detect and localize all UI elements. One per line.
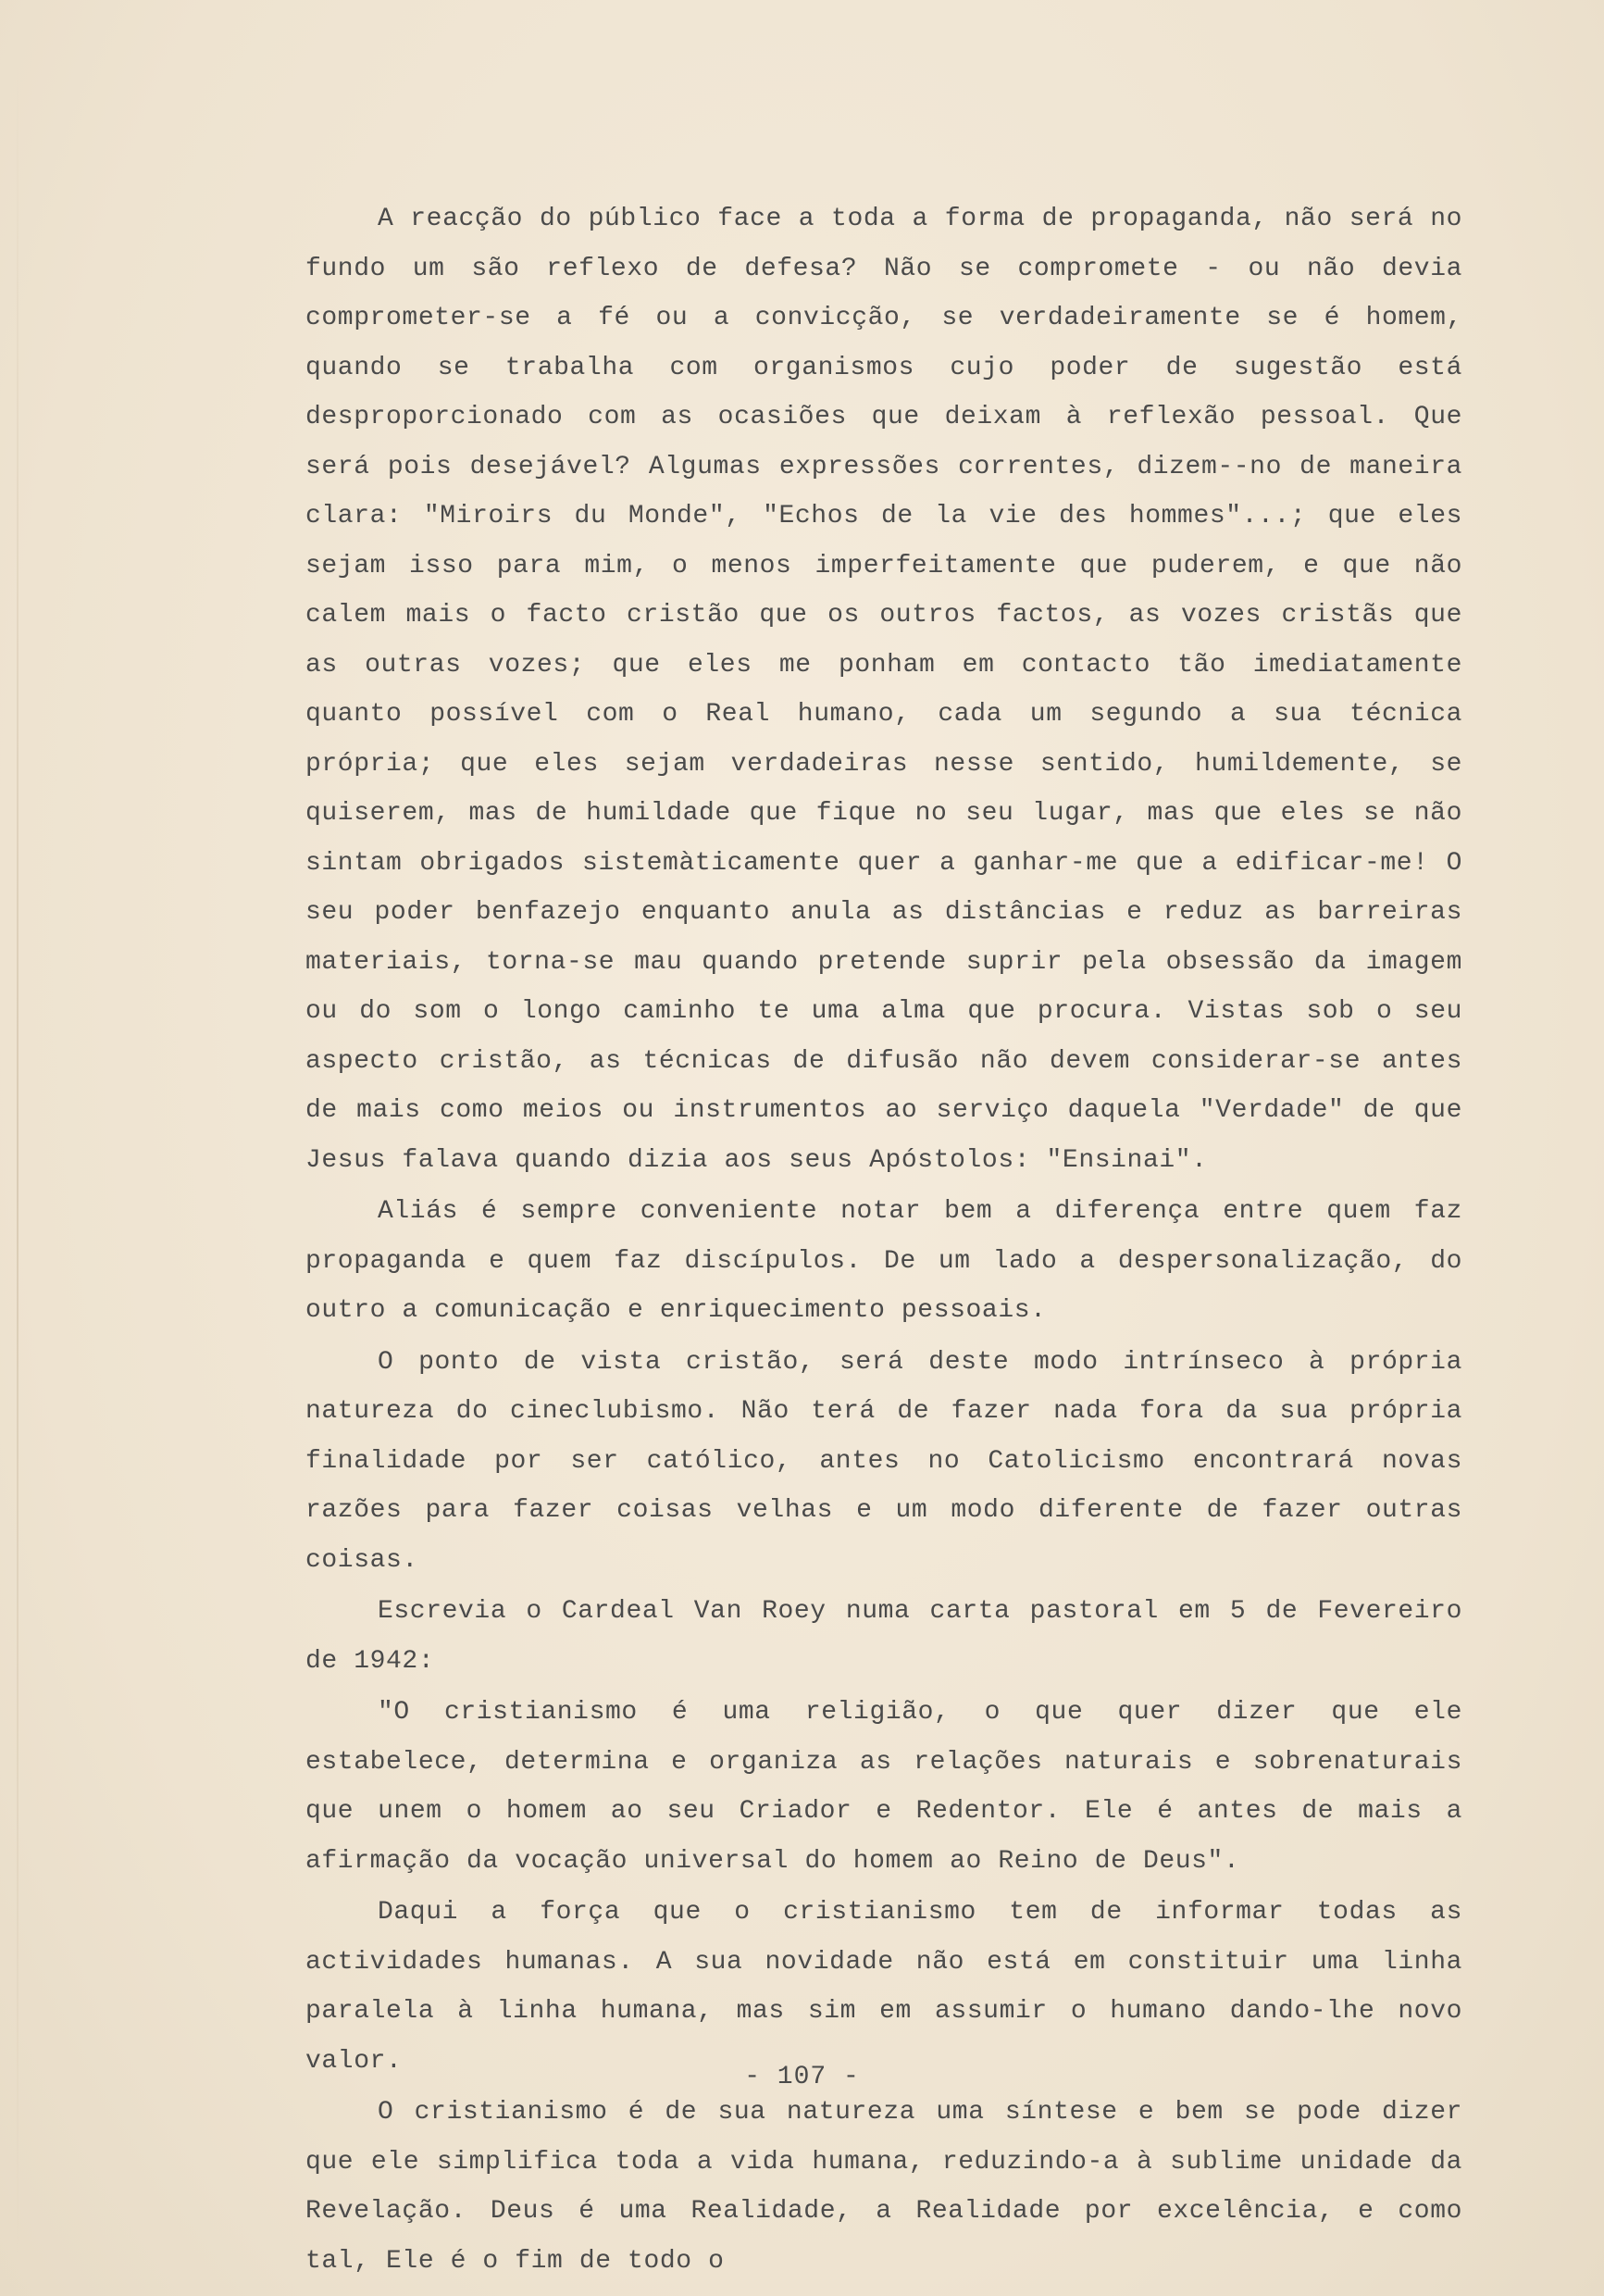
- paragraph-forca-cristianismo: Daqui a força que o cristianismo tem de informar todas as actividades humanas. A sua novidade não está em constituir uma linha paralela à linha humana, mas sim em assumir o humano dando-lhe novo valor.: [305, 1898, 1462, 2076]
- paragraph-quotation: "O cristianismo é uma religião, o que quer dizer que ele estabelece, determina e organiza as relações naturais e sobrenaturais que unem o homem ao seu Criador e Redentor. Ele é antes de mais a afirmação da vocação universal do homem ao Reino de Deus".: [305, 1698, 1462, 1876]
- paragraph-cardeal-intro: Escrevia o Cardeal Van Roey numa carta pastoral em 5 de Fevereiro de 1942:: [305, 1597, 1462, 1676]
- body-text: [305, 194, 1462, 2286]
- paragraph-sintese: O cristianismo é de sua natureza uma síntese e bem se pode dizer que ele simplifica toda a vida humana, reduzindo-a à sublime unidade da Revelação. Deus é uma Realidade, a Realidade por excelência, e como tal, Ele é o fim de todo o: [305, 2098, 1462, 2276]
- paragraph-ponto-de-vista: O ponto de vista cristão, será deste modo intrínseco à própria natureza do cineclubismo. Não terá de fazer nada fora da sua própria finalidade por ser católico, antes no Catolicismo encontrará novas razões para fazer coisas velhas e um modo diferente de fazer outras coisas.: [305, 1347, 1462, 1575]
- page-number: - 107 -: [744, 2063, 860, 2091]
- paper-edge-mark: [17, 56, 19, 2259]
- paragraph-propaganda-discipulos: Aliás é sempre conveniente notar bem a diferença entre quem faz propaganda e quem faz discípulos. De um lado a despersonalização, do outro a comunicação e enriquecimento pessoais.: [305, 1197, 1462, 1325]
- paragraph-propaganda: A reacção do público face a toda a forma de propaganda, não será no fundo um são reflexo de defesa? Não se compromete - ou não devia comprometer-se a fé ou a convicção, se verdadeiramente se é homem, quando se trabalha com organismos cujo poder de sugestão está desproporcionado com as ocasiões que deixam à reflexão pessoal. Que será pois desejável? Algumas expressões correntes, dizem--no de maneira clara: "Miroirs du Monde", "Echos de la vie des hommes"...; que eles sejam isso para mim, o menos imperfeitamente que puderem, e que não calem mais o facto cristão que os outros factos, as vozes cristãs que as outras vozes; que eles me ponham em contacto tão imediatamente quanto possível com o Real humano, cada um segundo a sua técnica própria; que eles sejam verdadeiras nesse sentido, humildemente, se quiserem, mas de humildade que fique no seu lugar, mas que eles se não sintam obrigados sistemàticamente quer a ganhar-me que a edificar-me! O seu poder benfazejo enquanto anula as distâncias e reduz as barreiras materiais, torna-se mau quando pretende suprir pela obsessão da imagem ou do som o longo caminho te uma alma que procura. Vistas sob o seu aspecto cristão, as técnicas de difusão não devem considerar-se antes de mais como meios ou instrumentos ao serviço daquela "Verdade" de que Jesus falava quando dizia aos seus Apóstolos: "Ensinai".: [305, 205, 1462, 1175]
